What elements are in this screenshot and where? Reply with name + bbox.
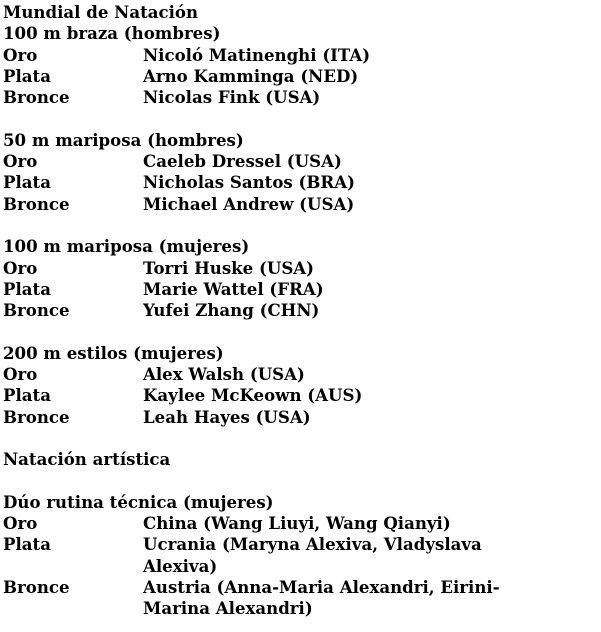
winner-name: Nicoló Matinenghi (ITA) [143, 44, 371, 65]
event-section [3, 23, 601, 108]
event-heading: 50 m mariposa (hombres) [3, 129, 244, 150]
winner-name: Austria (Anna-Maria Alexandri, Eirini-Marina Alexandri) [143, 577, 500, 619]
medal-label: Bronce [3, 193, 70, 214]
winner-name: Caeleb Dressel (USA) [143, 151, 342, 172]
medal-label: Bronce [3, 87, 70, 108]
blank-line [3, 321, 601, 342]
result-row [3, 151, 601, 172]
winner-name: Nicolas Fink (USA) [143, 87, 321, 108]
winner-name: Torri Huske (USA) [143, 257, 315, 278]
result-row [3, 172, 601, 193]
event-heading: 100 m mariposa (mujeres) [3, 236, 250, 257]
medal-label: Plata [3, 172, 51, 193]
medal-label: Plata [3, 65, 51, 86]
medal-label: Bronce [3, 300, 70, 321]
result-row [3, 513, 601, 534]
result-row [3, 194, 601, 215]
medal-label: Plata [3, 385, 51, 406]
winner-name: Marie Wattel (FRA) [143, 278, 324, 299]
medal-label: Plata [3, 278, 51, 299]
result-row [3, 66, 601, 87]
blank-line [3, 108, 601, 129]
winner-name: Ucrania (Maryna Alexiva, Vladyslava Alexiva) [143, 534, 482, 576]
medal-label: Oro [3, 44, 38, 65]
event-heading: 100 m braza (hombres) [3, 23, 221, 44]
medal-label: Oro [3, 151, 38, 172]
winner-name: Michael Andrew (USA) [143, 193, 355, 214]
blank-line [3, 471, 601, 492]
medal-label: Bronce [3, 577, 70, 598]
result-row [3, 45, 601, 66]
winner-name: Arno Kamminga (NED) [143, 65, 359, 86]
document-title: Mundial de Natación [3, 2, 199, 22]
result-row [3, 300, 601, 321]
result-row [3, 87, 601, 108]
winner-name: Leah Hayes (USA) [143, 406, 311, 427]
blank-line [3, 428, 601, 449]
winner-name: Kaylee McKeown (AUS) [143, 385, 363, 406]
medal-label: Oro [3, 257, 38, 278]
medal-label: Bronce [3, 406, 70, 427]
medal-label: Oro [3, 364, 38, 385]
result-row [3, 364, 601, 385]
result-row [3, 534, 601, 577]
result-row [3, 407, 601, 428]
result-row [3, 258, 601, 279]
event-heading: Dúo rutina técnica (mujeres) [3, 491, 274, 512]
blank-line [3, 215, 601, 236]
artistic-title: Natación artística [3, 449, 171, 470]
winner-name: China (Wang Liuyi, Wang Qianyi) [143, 513, 451, 534]
medal-label: Plata [3, 534, 51, 555]
winner-name: Yufei Zhang (CHN) [143, 300, 320, 321]
event-section [3, 343, 601, 428]
event-section [3, 130, 601, 215]
medal-label: Oro [3, 513, 38, 534]
winner-name: Nicholas Santos (BRA) [143, 172, 355, 193]
event-heading: 200 m estilos (mujeres) [3, 342, 224, 363]
result-row [3, 577, 601, 620]
event-section [3, 492, 601, 620]
result-row [3, 385, 601, 406]
event-section [3, 236, 601, 321]
winner-name: Alex Walsh (USA) [143, 364, 305, 385]
result-row [3, 279, 601, 300]
